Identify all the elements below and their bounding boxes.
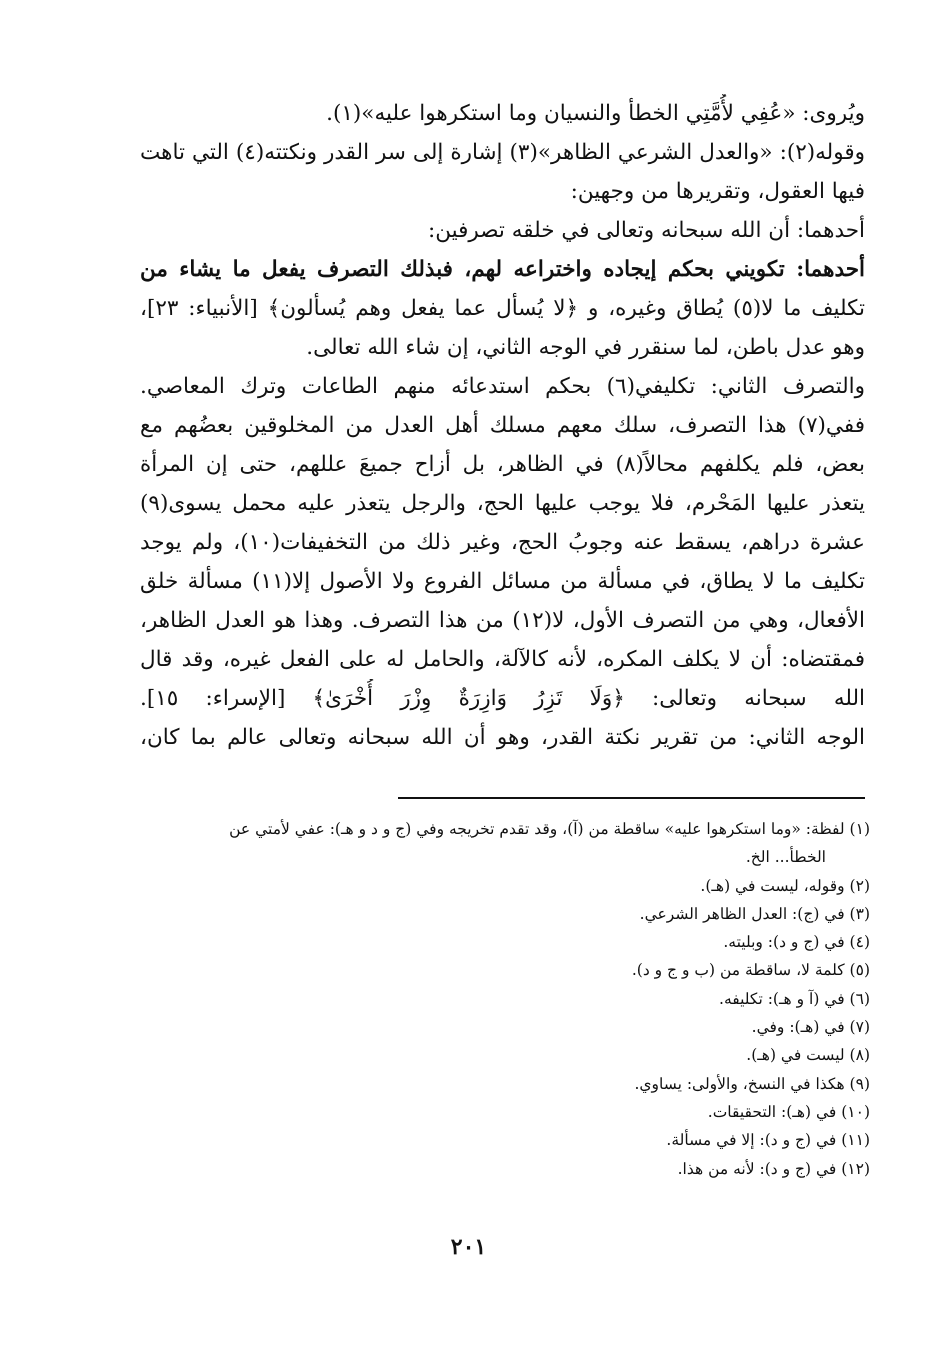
footnote: (١) لفظة: «وما استكرهوا عليه» ساقطة من (آ)، وقد تقدم تخريجه وفي (ج و د و هـ): عفي لأمتي عن [229,820,870,838]
footnote: (٥) كلمة لا، ساقطة من (ب و ج و د). [631,961,870,980]
footnote-continuation: الخطأ... الخ. [745,848,826,867]
text-line: ففي(٧) هذا التصرف، سلك معهم مسلك أهل العدل من المخلوقين بعضُهم مع [140,413,865,438]
text-line: عشرة دراهم، يسقط عنه وجوبُ الحج، وغير ذلك من التخفيفات(١٠)، ولم يوجد [140,530,865,555]
footnote: (٨) ليست في (هـ). [746,1046,870,1065]
text-line: الوجه الثاني: من تقرير نكتة القدر، وهو أن الله سبحانه وتعالى عالم بما كان، [140,725,865,750]
text-line: تكليف ما لا يطاق، في مسألة من مسائل الفروع ولا الأصول إلا(١١) مسألة خلق [140,569,865,594]
footnote: (٤) في (ج و د): وبليته. [723,933,870,952]
text-line: بعض، فلم يكلفهم محالاً(٨) في الظاهر، بل أزاح جميعَ عللهم، حتى إن المرأة [140,452,865,477]
footnotes-block [140,815,870,1183]
footnote: (٦) في (آ و هـ): تكليفه. [719,989,870,1008]
text-line: ويُروى: «عُفِي لأُمَّتِي الخطأ والنسيان وما استكرهوا عليه»(١). [326,101,865,126]
footnote: (٩) هكذا في النسخ، والأولى: يساوي. [634,1074,870,1093]
text-line: فمقتضاه: أن لا يكلف المكره، لأنه كالآلة، والحامل له على الفعل غيره، وقد قال [140,647,865,672]
footnote: (٣) في (ج): العدل الظاهر الشرعي. [639,904,870,923]
text-line: تكليف ما لا(٥) يُطاق وغيره، و ﴿لا يُسأل عما يفعل وهم يُسألون﴾ [الأنبياء: ٢٣]، [140,296,865,321]
text-line: أحدهما: أن الله سبحانه وتعالى في خلقه تصرفين: [428,218,865,243]
footnote: (٧) في (هـ): وفي. [751,1018,870,1037]
footnote: (١٢) في (ج و د): لأنه من هذا. [677,1159,870,1178]
text-line: الله سبحانه وتعالى: ﴿وَلَا تَزِرُ وَازِرَةٌ وِزْرَ أُخْرَىٰ﴾ [الإسراء: ١٥]. [140,686,865,711]
main-text-block [140,94,865,757]
text-line: وهو عدل باطن، لما سنقرر في الوجه الثاني، إن شاء الله تعالى. [306,335,865,360]
page-number: ٢٠١ [450,1234,487,1260]
text-line: وقوله(٢): «والعدل الشرعي الظاهر»(٣) إشارة إلى سر القدر ونكتته(٤) التي تاهت [140,140,865,165]
footnote: (١٠) في (هـ): التحقيقات. [707,1102,870,1121]
footnote-separator [398,797,865,799]
footnote: (٢) وقوله، ليست في (هـ). [700,876,870,895]
text-line: والتصرف الثاني: تكليفي(٦) بحكم استدعائه منهم الطاعات وترك المعاصي. [140,374,865,399]
text-line: فيها العقول، وتقريرها من وجهين: [570,179,865,204]
footnote: (١١) في (ج و د): إلا في مسألة. [666,1131,870,1150]
text-line: أحدهما: تكويني بحكم إيجاده واختراعه لهم، فبذلك التصرف يفعل ما يشاء من [140,257,865,282]
text-line: الأفعال، وهي من التصرف الأول، لا(١٢) من هذا التصرف. وهذا هو العدل الظاهر، [140,608,865,633]
text-line: يتعذر عليها المَحْرم، فلا يوجب عليها الحج، والرجل يتعذر عليه محمل يسوى(٩) [140,491,865,516]
